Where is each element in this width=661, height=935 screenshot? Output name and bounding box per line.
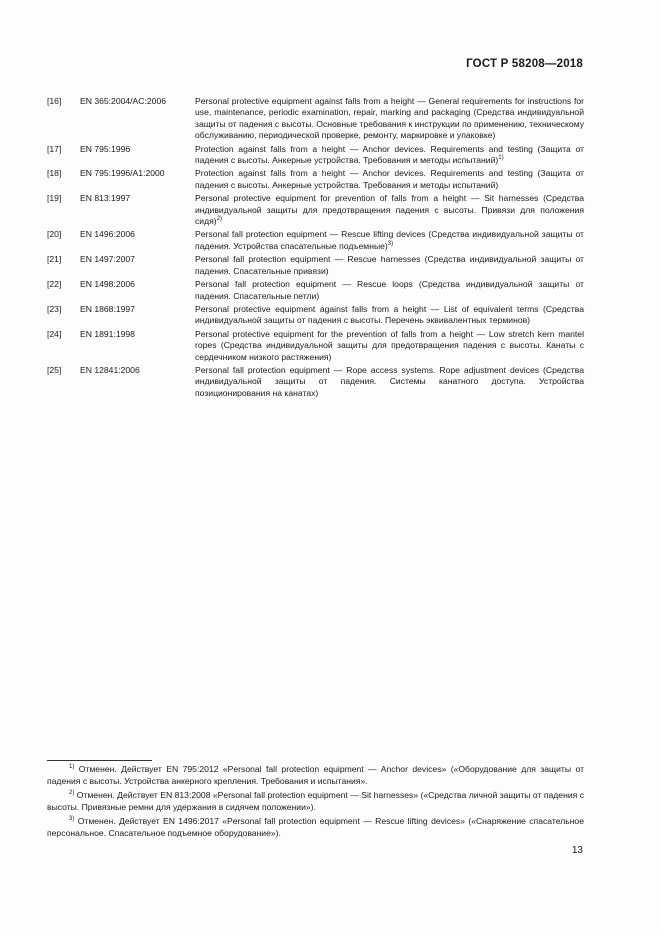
reference-number: [18]	[47, 168, 62, 179]
reference-entry	[47, 365, 584, 399]
reference-entry	[47, 144, 584, 167]
footnote-divider	[47, 760, 152, 761]
reference-number: [19]	[47, 193, 62, 204]
reference-text: Protection against falls from a height — Anchor devices. Requirements and testing (Защита от падения с высоты. Анкерные устройства. Требования и методы испытаний)	[195, 143, 584, 166]
reference-number: [25]	[47, 364, 62, 375]
reference-entry	[47, 193, 584, 227]
reference-text: Personal fall protection equipment — Rescue lifting devices (Средства индивидуальной защиты от падения. Устройства спасательные подъемные)	[195, 229, 584, 251]
footnote-mark: 2)	[69, 790, 75, 797]
reference-description	[195, 254, 584, 277]
footnote-text: Отменен. Действует EN 1496:2017 «Personal fall protection equipment — Rescue lifting devices» («Снаряжение спасательное персональное. Спасательное подъемное оборудование»).	[47, 816, 584, 838]
reference-number: [20]	[47, 229, 62, 240]
reference-number: [16]	[47, 96, 62, 106]
footnote-mark: 1)	[69, 764, 75, 771]
page-number: 13	[571, 845, 583, 856]
reference-description	[195, 168, 584, 191]
reference-number: [17]	[47, 143, 62, 154]
reference-description	[195, 144, 584, 167]
reference-number: [24]	[47, 328, 62, 339]
reference-code: EN 795:1996/A1:2000	[80, 168, 165, 179]
reference-number: [23]	[47, 303, 62, 314]
reference-entry	[47, 279, 584, 302]
reference-description	[195, 229, 584, 252]
reference-text: Personal fall protection equipment — Rope access systems. Rope adjustment devices (Средства индивидуальной защиты от падения. Системы канатного доступа. Устройства позиционирования на канатах)	[195, 364, 584, 398]
reference-entry	[47, 229, 584, 252]
footnote-text: Отменен. Действует EN 795:2012 «Personal fall protection equipment — Anchor devices» («Оборудование для защиты от падения с высоты. Устройства анкерного крепления. Требования и испытания».	[47, 764, 585, 786]
reference-text: Personal protective equipment against falls from a height — General requirements for instructions for use, maintenance, periodic examination, repair, marking and packaging (Средства индивидуальной защиты от падения с высоты. Основные требования к инструкции по применению, техническому обслуживанию, периодической проверке, ремонту, маркировке и упаковке)	[195, 96, 584, 141]
reference-description	[195, 365, 584, 399]
reference-code: EN 795:1996	[80, 143, 131, 154]
reference-text: Protection against falls from a height — Anchor devices. Requirements and testing (Защита от падения с высоты. Анкерные устройства. Требования и методы испытаний)	[195, 168, 584, 190]
reference-entry	[47, 96, 584, 142]
reference-text: Personal protective equipment for prevention of falls from a height — Sit harnesses (Средства индивидуальной защиты для предотвращения падения с высоты. Привязи для положения сидя)	[195, 193, 584, 227]
reference-code: EN 1868:1997	[80, 303, 135, 314]
reference-code: EN 1498:2006	[80, 279, 135, 290]
reference-description	[195, 279, 584, 302]
footnote-text: Отменен. Действует EN 813:2008 «Personal fall protection equipment — Sit harnesses» («Средства личной защиты от падения с высоты. Привязные ремни для удержания в сидячем положении»).	[47, 790, 584, 812]
reference-number: [21]	[47, 254, 62, 265]
reference-entry	[47, 304, 584, 327]
reference-entry	[47, 329, 584, 363]
reference-code: EN 12841:2006	[80, 364, 140, 375]
reference-text: Personal protective equipment against falls from a height — List of equivalent terms (Средства индивидуальной защиты от падения с высоты. Перечень эквивалентных терминов)	[195, 303, 584, 326]
reference-entry	[47, 168, 584, 191]
footnote	[47, 764, 584, 787]
footnote-marker: 3)	[387, 241, 394, 248]
footnote-marker: 2)	[216, 216, 222, 223]
reference-description	[195, 304, 584, 327]
footnotes	[47, 764, 584, 843]
document-header: ГОСТ Р 58208—2018	[466, 58, 583, 70]
reference-code: EN 365:2004/AC:2006	[80, 96, 167, 106]
footnote	[47, 816, 584, 839]
reference-code: EN 813:1997	[80, 193, 131, 204]
reference-description	[195, 329, 584, 363]
reference-description	[195, 193, 584, 227]
reference-text: Personal protective equipment for the prevention of falls from a height — Low stretch kern mantel ropes (Средства индивидуальной защиты для предотвращения падения с высоты. Канаты с сердечником низкого растяжения)	[195, 328, 584, 362]
reference-code: EN 1497:2007	[80, 254, 135, 265]
footnote-marker: 1)	[498, 155, 504, 162]
reference-entry	[47, 254, 584, 277]
reference-text: Personal fall protection equipment — Rescue loops (Средства индивидуальной защиты от падения. Спасательные петли)	[195, 279, 584, 301]
bibliography-list	[47, 96, 584, 401]
footnote-mark: 3)	[69, 816, 75, 823]
reference-code: EN 1891:1998	[80, 328, 135, 339]
footnote	[47, 790, 584, 813]
reference-text: Personal fall protection equipment — Rescue harnesses (Средства индивидуальной защиты от падения. Спасательные привязи)	[195, 254, 584, 276]
reference-code: EN 1496:2006	[80, 229, 135, 240]
reference-number: [22]	[47, 279, 62, 290]
reference-description	[195, 96, 584, 142]
